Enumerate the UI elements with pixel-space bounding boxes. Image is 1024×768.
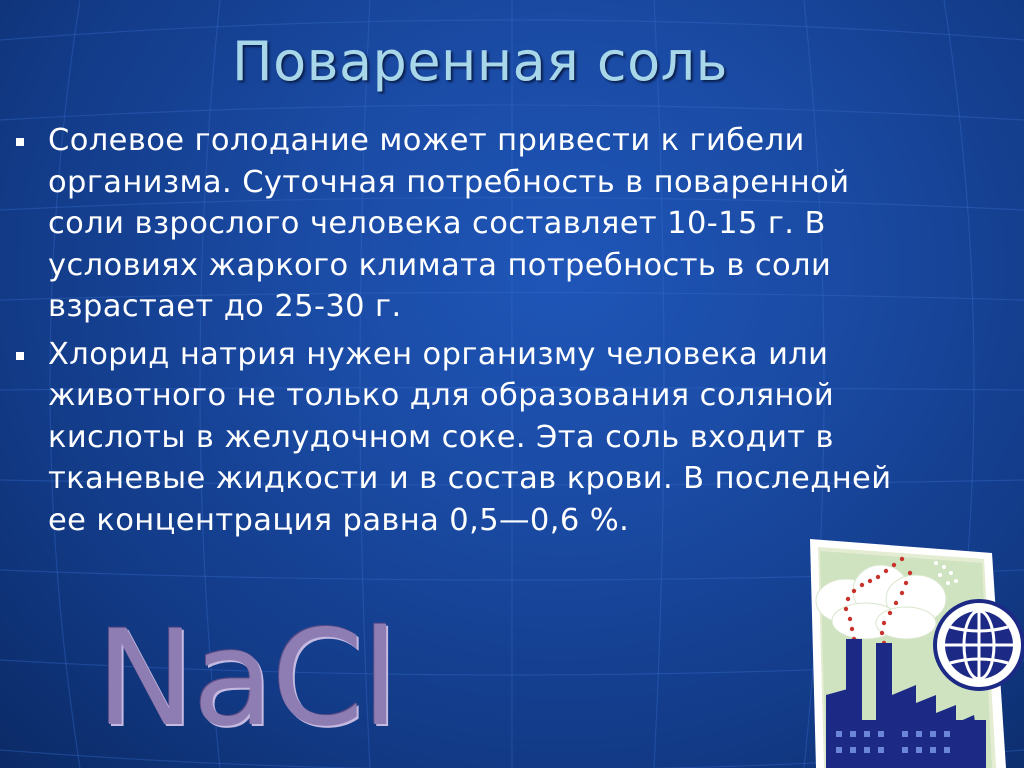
bullet-text: Солевое голодание может привести к гибели организма. Суточная потребность в поваренной соли взрослого человека составляет 10-15 г. В условиях жаркого климата потребность в соли взрастает до 25-30 г. — [48, 123, 850, 324]
bullet-item — [12, 120, 892, 328]
bullet-item — [12, 334, 892, 542]
bullet-square-icon — [16, 138, 24, 146]
bullet-list — [12, 120, 892, 547]
slide-title: Поваренная соль — [232, 30, 728, 93]
bullet-square-icon — [16, 352, 24, 360]
factory-pollution-globe-icon — [806, 535, 1024, 768]
bullet-text: Хлорид натрия нужен организму человека или животного не только для образования соляной кислоты в желудочном соке. Эта соль входит в тканевые жидкости и в состав крови. В последней ее концентрация равна 0,5—0,6 %. — [48, 336, 892, 538]
nacl-wordart: NaCl — [96, 602, 397, 756]
